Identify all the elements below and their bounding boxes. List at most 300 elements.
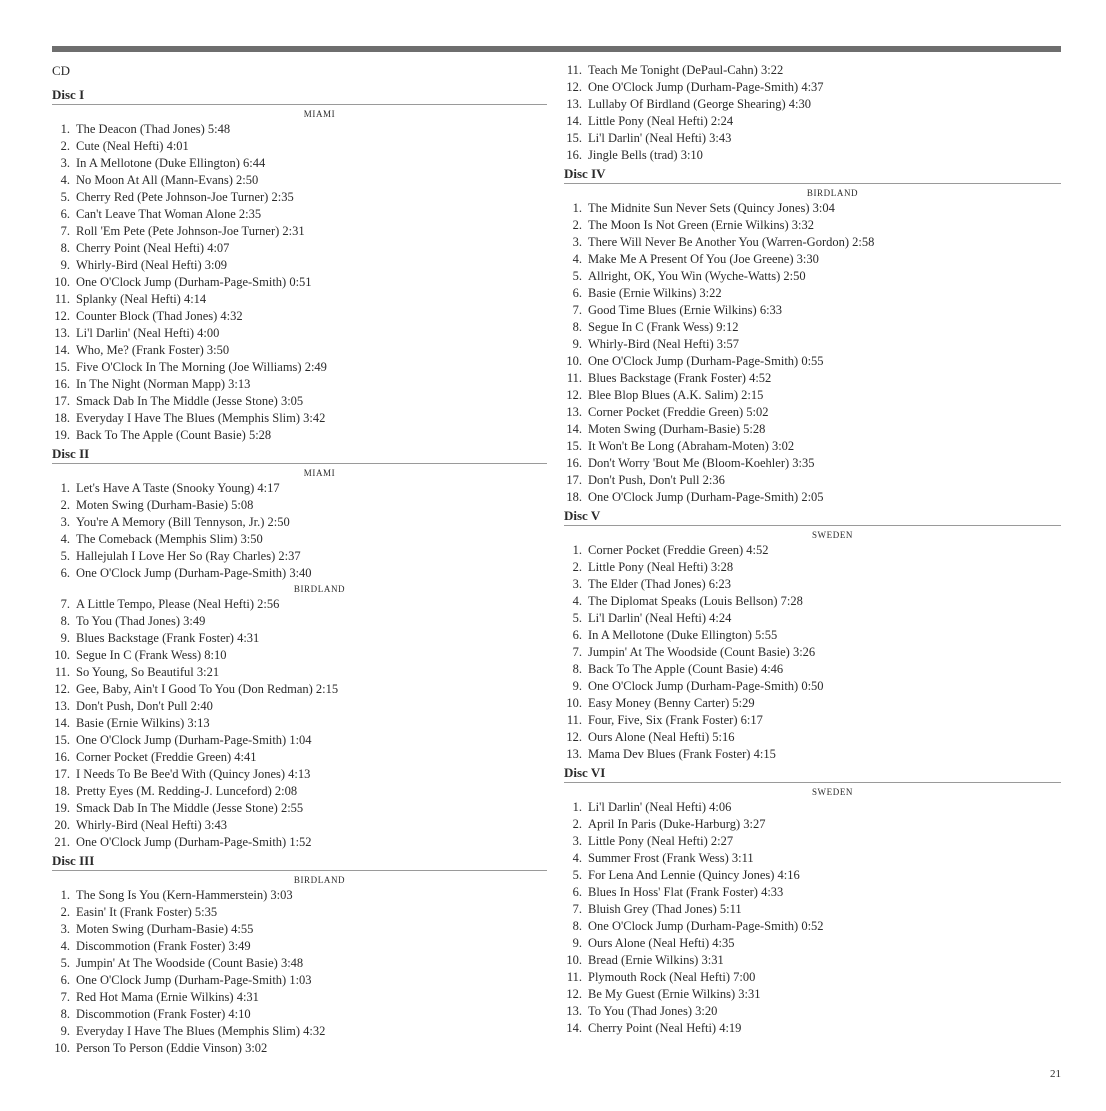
track-title: Don't Push, Don't Pull 2:40: [76, 699, 213, 713]
track-title: A Little Tempo, Please (Neal Hefti) 2:56: [76, 597, 280, 611]
track-title: Smack Dab In The Middle (Jesse Stone) 3:05: [76, 394, 304, 408]
track-number: 4.: [60, 939, 70, 953]
track-number: 1.: [572, 201, 582, 215]
track-title: So Young, So Beautiful 3:21: [76, 665, 220, 679]
track-title: One O'Clock Jump (Durham-Page-Smith) 0:52: [588, 919, 824, 933]
track-number: 20.: [54, 818, 70, 832]
track-number: 2.: [60, 905, 70, 919]
track-number: 9.: [60, 1024, 70, 1038]
disc-heading: Disc VI: [564, 765, 1061, 783]
track-row: [564, 387, 1061, 404]
track-row: [564, 234, 1061, 251]
track-title: Plymouth Rock (Neal Hefti) 7:00: [588, 970, 756, 984]
track-title: Bread (Ernie Wilkins) 3:31: [588, 953, 724, 967]
track-number: 13.: [54, 326, 70, 340]
track-row: [52, 664, 547, 681]
track-row: [564, 147, 1061, 164]
venue-label: BIRDLAND: [293, 584, 346, 594]
track-row: [564, 336, 1061, 353]
disc-block: [52, 853, 547, 1057]
disc-heading: Disc II: [52, 446, 547, 464]
track-row: [52, 514, 547, 531]
track-row: [564, 542, 1061, 559]
track-row: [52, 817, 547, 834]
track-row: [52, 480, 547, 497]
track-title: Little Pony (Neal Hefti) 2:27: [588, 834, 734, 848]
track-title: The Moon Is Not Green (Ernie Wilkins) 3:32: [588, 218, 814, 232]
disc-block: [564, 62, 1061, 164]
track-number: 8.: [572, 662, 582, 676]
track-row: [564, 1020, 1061, 1037]
track-row: [564, 438, 1061, 455]
track-number: 10.: [54, 1041, 70, 1055]
track-row: [52, 172, 547, 189]
track-title: Five O'Clock In The Morning (Joe Williams) 2:49: [76, 360, 327, 374]
track-title: Jumpin' At The Woodside (Count Basie) 3:48: [76, 956, 304, 970]
track-number: 6.: [572, 628, 582, 642]
track-number: 7.: [572, 902, 582, 916]
track-number: 16.: [54, 750, 70, 764]
track-number: 13.: [566, 1004, 582, 1018]
track-title: To You (Thad Jones) 3:49: [76, 614, 206, 628]
track-title: You're A Memory (Bill Tennyson, Jr.) 2:50: [76, 515, 290, 529]
track-number: 2.: [572, 560, 582, 574]
track-number: 19.: [54, 801, 70, 815]
track-number: 17.: [54, 767, 70, 781]
track-number: 11.: [566, 63, 582, 77]
track-row: [564, 833, 1061, 850]
track-number: 9.: [60, 631, 70, 645]
track-title: Can't Leave That Woman Alone 2:35: [76, 207, 262, 221]
track-title: For Lena And Lennie (Quincy Jones) 4:16: [588, 868, 800, 882]
track-row: [564, 370, 1061, 387]
track-title: The Diplomat Speaks (Louis Bellson) 7:28: [588, 594, 803, 608]
track-row: [564, 319, 1061, 336]
track-row: [52, 138, 547, 155]
track-title: One O'Clock Jump (Durham-Page-Smith) 1:03: [76, 973, 312, 987]
track-title: Basie (Ernie Wilkins) 3:22: [588, 286, 722, 300]
track-title: In The Night (Norman Mapp) 3:13: [76, 377, 251, 391]
track-row: [564, 644, 1061, 661]
track-row: [564, 695, 1061, 712]
track-title: Jumpin' At The Woodside (Count Basie) 3:26: [588, 645, 816, 659]
track-row: [52, 359, 547, 376]
track-row: [564, 867, 1061, 884]
track-number: 5.: [60, 549, 70, 563]
track-number: 14.: [566, 1021, 582, 1035]
track-number: 12.: [54, 682, 70, 696]
track-title: Pretty Eyes (M. Redding-J. Lunceford) 2:08: [76, 784, 298, 798]
track-row: [52, 342, 547, 359]
track-row: [564, 62, 1061, 79]
track-title: Whirly-Bird (Neal Hefti) 3:43: [76, 818, 227, 832]
track-number: 3.: [572, 235, 582, 249]
track-row: [564, 816, 1061, 833]
disc-block: [564, 765, 1061, 1037]
track-title: The Song Is You (Kern-Hammerstein) 3:03: [76, 888, 293, 902]
track-row: [564, 130, 1061, 147]
page-number: 21: [1050, 1068, 1061, 1080]
track-number: 5.: [60, 190, 70, 204]
track-row: [52, 596, 547, 613]
track-number: 1.: [60, 888, 70, 902]
track-row: [564, 353, 1061, 370]
track-row: [52, 647, 547, 664]
track-title: In A Mellotone (Duke Ellington) 6:44: [76, 156, 266, 170]
disc-block: [52, 87, 547, 444]
track-number: 13.: [54, 699, 70, 713]
track-number: 6.: [60, 973, 70, 987]
track-title: One O'Clock Jump (Durham-Page-Smith) 4:37: [588, 80, 824, 94]
track-number: 8.: [572, 320, 582, 334]
track-number: 18.: [54, 784, 70, 798]
track-title: Allright, OK, You Win (Wyche-Watts) 2:50: [588, 269, 806, 283]
track-title: Basie (Ernie Wilkins) 3:13: [76, 716, 210, 730]
track-row: [564, 421, 1061, 438]
track-title: Four, Five, Six (Frank Foster) 6:17: [588, 713, 763, 727]
track-title: Whirly-Bird (Neal Hefti) 3:57: [588, 337, 739, 351]
track-title: Easin' It (Frank Foster) 5:35: [76, 905, 218, 919]
disc-block: [564, 508, 1061, 763]
track-title: Don't Worry 'Bout Me (Bloom-Koehler) 3:35: [588, 456, 815, 470]
track-number: 9.: [60, 258, 70, 272]
track-title: One O'Clock Jump (Durham-Page-Smith) 0:51: [76, 275, 312, 289]
track-row: [52, 376, 547, 393]
track-number: 10.: [566, 953, 582, 967]
track-number: 3.: [60, 922, 70, 936]
track-row: [52, 531, 547, 548]
track-number: 12.: [566, 388, 582, 402]
track-title: Lullaby Of Birdland (George Shearing) 4:30: [588, 97, 811, 111]
track-number: 21.: [54, 835, 70, 849]
track-title: Back To The Apple (Count Basie) 5:28: [76, 428, 272, 442]
track-row: [564, 952, 1061, 969]
track-number: 4.: [60, 532, 70, 546]
track-number: 6.: [60, 566, 70, 580]
track-number: 8.: [60, 241, 70, 255]
track-row: [52, 223, 547, 240]
track-row: [564, 969, 1061, 986]
disc-heading: Disc I: [52, 87, 547, 105]
track-title: The Elder (Thad Jones) 6:23: [588, 577, 732, 591]
track-row: [564, 593, 1061, 610]
track-number: 15.: [566, 131, 582, 145]
track-title: Good Time Blues (Ernie Wilkins) 6:33: [588, 303, 783, 317]
track-row: [52, 989, 547, 1006]
track-row: [564, 404, 1061, 421]
track-number: 3.: [572, 834, 582, 848]
track-title: Li'l Darlin' (Neal Hefti) 4:06: [588, 800, 732, 814]
track-number: 11.: [566, 371, 582, 385]
track-title: Corner Pocket (Freddie Green) 5:02: [588, 405, 769, 419]
track-number: 13.: [566, 747, 582, 761]
track-title: Mama Dev Blues (Frank Foster) 4:15: [588, 747, 776, 761]
track-number: 12.: [566, 80, 582, 94]
cd-label: CD: [52, 63, 71, 78]
track-row: [52, 189, 547, 206]
track-title: Everyday I Have The Blues (Memphis Slim) 4:32: [76, 1024, 326, 1038]
track-title: Blues Backstage (Frank Foster) 4:52: [588, 371, 772, 385]
track-title: Little Pony (Neal Hefti) 3:28: [588, 560, 734, 574]
track-number: 12.: [566, 987, 582, 1001]
track-title: Segue In C (Frank Wess) 9:12: [588, 320, 739, 334]
track-title: In A Mellotone (Duke Ellington) 5:55: [588, 628, 778, 642]
track-number: 5.: [572, 868, 582, 882]
track-title: Splanky (Neal Hefti) 4:14: [76, 292, 207, 306]
top-rule: [52, 46, 1061, 52]
track-title: To You (Thad Jones) 3:20: [588, 1004, 718, 1018]
track-row: [52, 715, 547, 732]
track-row: [564, 712, 1061, 729]
track-title: Be My Guest (Ernie Wilkins) 3:31: [588, 987, 761, 1001]
track-number: 14.: [566, 422, 582, 436]
track-number: 1.: [572, 800, 582, 814]
track-title: Li'l Darlin' (Neal Hefti) 3:43: [588, 131, 732, 145]
track-number: 16.: [566, 456, 582, 470]
track-title: Whirly-Bird (Neal Hefti) 3:09: [76, 258, 227, 272]
track-title: One O'Clock Jump (Durham-Page-Smith) 1:04: [76, 733, 312, 747]
track-row: [52, 291, 547, 308]
track-title: Corner Pocket (Freddie Green) 4:41: [76, 750, 257, 764]
disc-heading: Disc IV: [564, 166, 1061, 184]
track-row: [564, 251, 1061, 268]
track-title: Easy Money (Benny Carter) 5:29: [588, 696, 755, 710]
track-row: [564, 285, 1061, 302]
track-number: 3.: [572, 577, 582, 591]
track-row: [52, 565, 547, 582]
track-title: Counter Block (Thad Jones) 4:32: [76, 309, 243, 323]
track-row: [564, 627, 1061, 644]
track-number: 4.: [572, 594, 582, 608]
track-number: 15.: [54, 733, 70, 747]
track-number: 10.: [566, 696, 582, 710]
track-number: 15.: [566, 439, 582, 453]
track-row: [52, 1040, 547, 1057]
track-title: Little Pony (Neal Hefti) 2:24: [588, 114, 734, 128]
track-row: [564, 113, 1061, 130]
track-title: Blues Backstage (Frank Foster) 4:31: [76, 631, 260, 645]
track-title: It Won't Be Long (Abraham-Moten) 3:02: [588, 439, 795, 453]
track-number: 16.: [566, 148, 582, 162]
track-row: [564, 610, 1061, 627]
track-number: 7.: [572, 303, 582, 317]
track-row: [564, 79, 1061, 96]
track-row: [564, 986, 1061, 1003]
track-number: 11.: [54, 665, 70, 679]
track-number: 4.: [572, 851, 582, 865]
track-row: [564, 918, 1061, 935]
track-title: Cherry Red (Pete Johnson-Joe Turner) 2:35: [76, 190, 294, 204]
track-row: [52, 921, 547, 938]
track-title: Let's Have A Taste (Snooky Young) 4:17: [76, 481, 280, 495]
track-number: 15.: [54, 360, 70, 374]
track-row: [564, 901, 1061, 918]
track-row: [52, 206, 547, 223]
track-number: 18.: [566, 490, 582, 504]
track-number: 1.: [572, 543, 582, 557]
right-column: [564, 62, 1061, 1039]
track-number: 7.: [60, 224, 70, 238]
track-number: 3.: [60, 156, 70, 170]
track-row: [52, 766, 547, 783]
track-number: 5.: [60, 956, 70, 970]
track-title: Moten Swing (Durham-Basie) 5:08: [76, 498, 254, 512]
track-number: 10.: [54, 275, 70, 289]
track-title: Who, Me? (Frank Foster) 3:50: [76, 343, 230, 357]
track-number: 3.: [60, 515, 70, 529]
track-row: [52, 274, 547, 291]
track-title: One O'Clock Jump (Durham-Page-Smith) 3:40: [76, 566, 312, 580]
track-number: 17.: [566, 473, 582, 487]
track-number: 13.: [566, 405, 582, 419]
track-row: [52, 497, 547, 514]
track-title: One O'Clock Jump (Durham-Page-Smith) 1:52: [76, 835, 312, 849]
track-title: Summer Frost (Frank Wess) 3:11: [588, 851, 754, 865]
track-number: 11.: [566, 970, 582, 984]
track-number: 12.: [54, 309, 70, 323]
track-title: Li'l Darlin' (Neal Hefti) 4:24: [588, 611, 732, 625]
track-number: 5.: [572, 611, 582, 625]
track-title: One O'Clock Jump (Durham-Page-Smith) 0:50: [588, 679, 824, 693]
track-row: [52, 783, 547, 800]
track-number: 7.: [60, 990, 70, 1004]
track-row: [564, 559, 1061, 576]
track-number: 1.: [60, 481, 70, 495]
track-row: [564, 935, 1061, 952]
track-row: [52, 410, 547, 427]
track-title: Ours Alone (Neal Hefti) 5:16: [588, 730, 735, 744]
track-title: Jingle Bells (trad) 3:10: [588, 148, 703, 162]
track-row: [52, 938, 547, 955]
track-row: [52, 121, 547, 138]
track-number: 2.: [572, 218, 582, 232]
track-number: 7.: [572, 645, 582, 659]
track-row: [564, 576, 1061, 593]
track-row: [52, 1023, 547, 1040]
track-number: 4.: [60, 173, 70, 187]
track-row: [52, 257, 547, 274]
venue-label: BIRDLAND: [806, 188, 859, 198]
track-row: [564, 217, 1061, 234]
venue-label: SWEDEN: [811, 787, 854, 797]
track-number: 12.: [566, 730, 582, 744]
track-number: 13.: [566, 97, 582, 111]
venue-label: MIAMI: [303, 109, 336, 119]
track-number: 10.: [54, 648, 70, 662]
track-title: Segue In C (Frank Wess) 8:10: [76, 648, 227, 662]
track-title: Blues In Hoss' Flat (Frank Foster) 4:33: [588, 885, 784, 899]
track-title: Everyday I Have The Blues (Memphis Slim) 3:42: [76, 411, 326, 425]
track-number: 11.: [566, 713, 582, 727]
track-row: [52, 240, 547, 257]
track-row: [52, 800, 547, 817]
track-title: The Deacon (Thad Jones) 5:48: [76, 122, 231, 136]
track-number: 17.: [54, 394, 70, 408]
track-title: Make Me A Present Of You (Joe Greene) 3:30: [588, 252, 819, 266]
track-title: Ours Alone (Neal Hefti) 4:35: [588, 936, 735, 950]
track-row: [52, 325, 547, 342]
track-title: Li'l Darlin' (Neal Hefti) 4:00: [76, 326, 220, 340]
track-row: [52, 887, 547, 904]
track-title: Person To Person (Eddie Vinson) 3:02: [76, 1041, 268, 1055]
track-title: The Comeback (Memphis Slim) 3:50: [76, 532, 263, 546]
track-row: [564, 746, 1061, 763]
track-row: [564, 455, 1061, 472]
track-number: 9.: [572, 679, 582, 693]
track-number: 4.: [572, 252, 582, 266]
track-row: [564, 200, 1061, 217]
track-number: 6.: [60, 207, 70, 221]
disc-block: [52, 446, 547, 851]
track-title: Bluish Grey (Thad Jones) 5:11: [588, 902, 742, 916]
venue-label: SWEDEN: [811, 530, 854, 540]
track-number: 7.: [60, 597, 70, 611]
disc-block: [564, 166, 1061, 506]
track-title: Red Hot Mama (Ernie Wilkins) 4:31: [76, 990, 259, 1004]
track-title: I Needs To Be Bee'd With (Quincy Jones) 4:13: [76, 767, 311, 781]
track-number: 11.: [54, 292, 70, 306]
track-row: [52, 393, 547, 410]
venue-label: MIAMI: [303, 468, 336, 478]
track-number: 14.: [54, 343, 70, 357]
track-title: No Moon At All (Mann-Evans) 2:50: [76, 173, 259, 187]
track-title: Teach Me Tonight (DePaul-Cahn) 3:22: [588, 63, 784, 77]
track-title: Corner Pocket (Freddie Green) 4:52: [588, 543, 769, 557]
track-row: [52, 834, 547, 851]
track-number: 18.: [54, 411, 70, 425]
track-title: The Midnite Sun Never Sets (Quincy Jones) 3:04: [588, 201, 835, 215]
track-number: 14.: [566, 114, 582, 128]
track-row: [564, 489, 1061, 506]
track-title: April In Paris (Duke-Harburg) 3:27: [588, 817, 766, 831]
track-title: Roll 'Em Pete (Pete Johnson-Joe Turner) 2:31: [76, 224, 305, 238]
track-title: One O'Clock Jump (Durham-Page-Smith) 0:55: [588, 354, 824, 368]
track-row: [52, 749, 547, 766]
venue-label: BIRDLAND: [293, 875, 346, 885]
track-row: [52, 955, 547, 972]
track-number: 6.: [572, 885, 582, 899]
track-number: 6.: [572, 286, 582, 300]
track-number: 2.: [60, 139, 70, 153]
track-title: Discommotion (Frank Foster) 4:10: [76, 1007, 251, 1021]
track-row: [52, 972, 547, 989]
track-number: 2.: [572, 817, 582, 831]
track-row: [52, 548, 547, 565]
left-column: [52, 62, 547, 1059]
track-title: Back To The Apple (Count Basie) 4:46: [588, 662, 784, 676]
track-row: [52, 904, 547, 921]
track-number: 1.: [60, 122, 70, 136]
track-number: 9.: [572, 337, 582, 351]
track-row: [564, 884, 1061, 901]
track-row: [52, 1006, 547, 1023]
track-number: 10.: [566, 354, 582, 368]
track-row: [564, 1003, 1061, 1020]
track-title: Don't Push, Don't Pull 2:36: [588, 473, 725, 487]
track-number: 14.: [54, 716, 70, 730]
track-row: [52, 308, 547, 325]
track-number: 8.: [60, 614, 70, 628]
track-number: 19.: [54, 428, 70, 442]
track-row: [52, 698, 547, 715]
track-number: 16.: [54, 377, 70, 391]
track-title: Blee Blop Blues (A.K. Salim) 2:15: [588, 388, 764, 402]
track-title: Moten Swing (Durham-Basie) 4:55: [76, 922, 254, 936]
track-row: [564, 729, 1061, 746]
track-number: 8.: [572, 919, 582, 933]
track-row: [564, 661, 1061, 678]
track-title: Hallejulah I Love Her So (Ray Charles) 2:37: [76, 549, 301, 563]
